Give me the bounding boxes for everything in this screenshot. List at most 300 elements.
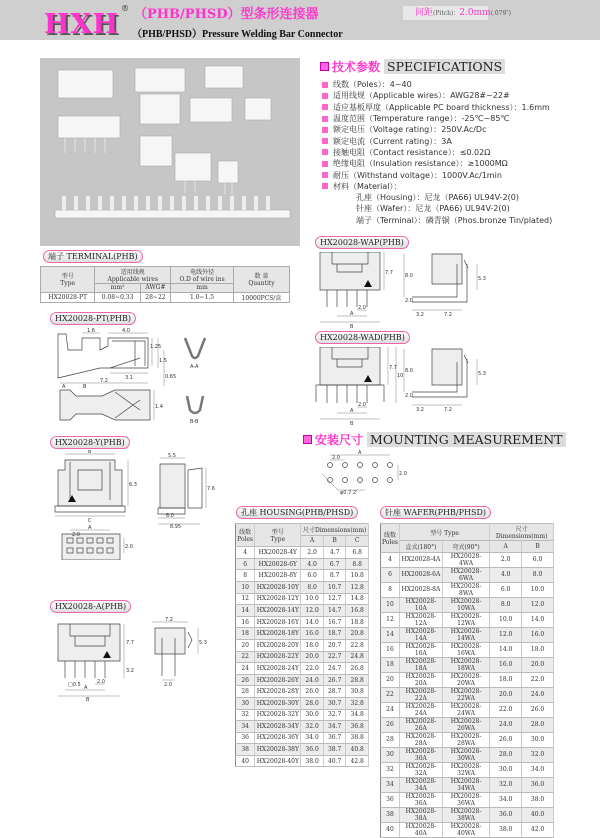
cell: HX20028-12A [399, 612, 442, 627]
cell: 32.7 [323, 709, 346, 721]
cell: 16.0 [301, 628, 324, 640]
cell: 8.0 [522, 567, 554, 582]
cell: HX20028-34Y [255, 721, 301, 733]
table-row [381, 642, 554, 657]
cell: 4.0 [490, 567, 522, 582]
cell: 30.8 [346, 686, 369, 698]
cell: 14.0 [301, 616, 324, 628]
cell: HX20028-28A [399, 732, 442, 747]
dim-label: 2.0 [405, 298, 413, 304]
cell: 12 [381, 612, 400, 627]
housing-drawing [40, 450, 240, 560]
cell: 12.0 [301, 605, 324, 617]
section-marker: B [83, 384, 87, 390]
section-label: A-A [190, 364, 199, 370]
wafer-wap-drawing [312, 252, 512, 330]
table-row [236, 744, 369, 756]
cell: 28~22 [140, 292, 170, 302]
spec-item [322, 113, 552, 124]
cell: 32.0 [490, 777, 522, 792]
dim-label: 2.0 [358, 402, 366, 408]
cell: 34.7 [323, 721, 346, 733]
registered-mark: ® [121, 4, 129, 13]
dim-label: 8.0 [405, 368, 413, 374]
cell: 6 [381, 567, 400, 582]
table-row [381, 807, 554, 822]
cell: HX20028-26A [399, 717, 442, 732]
h-type: 型号 Type [399, 524, 489, 541]
cell: HX20028-10Y [255, 581, 301, 593]
cell: HX20028-24A [399, 702, 442, 717]
h-poles-en: Poles [382, 538, 398, 546]
cell: 36.7 [323, 732, 346, 744]
cell: 30 [381, 747, 400, 762]
cell: 22.0 [301, 663, 324, 675]
dim-label: 7.6 [207, 486, 215, 492]
cell: 10000PCS/盒 [234, 292, 290, 302]
cell: 26 [381, 717, 400, 732]
cell: 36.8 [346, 721, 369, 733]
cell: 26 [236, 674, 255, 686]
cell: 26.7 [323, 674, 346, 686]
dim-label: 3.2 [416, 312, 424, 318]
cell: 40.8 [346, 744, 369, 756]
th-poles [236, 524, 255, 547]
cell: HX20028-8Y [255, 570, 301, 582]
cell: HX20028-40Y [255, 755, 301, 767]
dim-label: 10 [397, 373, 404, 379]
cell: HX20028-14Y [255, 605, 301, 617]
cell: 40.0 [522, 807, 554, 822]
cell: 20.0 [490, 687, 522, 702]
cell: 16.0 [522, 627, 554, 642]
cell: 30 [236, 697, 255, 709]
cell: 40.7 [323, 755, 346, 767]
dim-label: A [350, 408, 354, 414]
dim-label: 5.3 [478, 276, 486, 282]
cell: 22.0 [490, 702, 522, 717]
cell: 4 [381, 552, 400, 567]
dim-label: 6.3 [129, 482, 137, 488]
cell: 8.0 [490, 597, 522, 612]
cell: 38.0 [301, 755, 324, 767]
dim-label: 2.0 [72, 532, 80, 538]
cell: 28 [381, 732, 400, 747]
cell: 10.0 [490, 612, 522, 627]
table-row [381, 792, 554, 807]
table-row [381, 672, 554, 687]
square-bullet-icon [322, 104, 328, 110]
dim-label: 3.2 [416, 407, 424, 413]
table-row [381, 717, 554, 732]
cell: 8.0 [301, 581, 324, 593]
cell: 16.0 [490, 657, 522, 672]
h-poles: 线数 [383, 531, 396, 539]
cell: 16 [236, 616, 255, 628]
table-row [381, 762, 554, 777]
dim-label: 2.0 [405, 393, 413, 399]
cell: 16 [381, 642, 400, 657]
spec-text: 额定电流（Current rating）：3A [333, 136, 452, 146]
cell: 18.0 [522, 642, 554, 657]
cell: 32 [381, 762, 400, 777]
cell: 6.8 [346, 547, 369, 559]
cell: HX20028-20WA [442, 672, 489, 687]
cell: 38.8 [346, 732, 369, 744]
cell: 28.7 [323, 686, 346, 698]
table-row [381, 747, 554, 762]
h-col: A [301, 535, 324, 547]
cell: HX20028-32A [399, 762, 442, 777]
cell: 22.0 [522, 672, 554, 687]
dim-label: □0.5 [68, 682, 81, 688]
cell: HX20028-10WA [442, 597, 489, 612]
cell: 12.0 [490, 627, 522, 642]
th-poles [381, 524, 400, 553]
table-row [381, 597, 554, 612]
table-row [381, 657, 554, 672]
h-dim: 尺寸Dimensions(mm) [490, 524, 554, 541]
table-row [236, 616, 369, 628]
cell: HX20028-36Y [255, 732, 301, 744]
cell: HX20028-38WA [442, 807, 489, 822]
h-od: 电线外径 [190, 269, 215, 276]
terminal-label: 端子 TERMINAL(PHB) [43, 250, 143, 263]
wafer-wad-drawing [312, 347, 512, 425]
cell: 26.8 [346, 663, 369, 675]
table-row [236, 732, 369, 744]
cell: 10.0 [301, 593, 324, 605]
cell: 10.7 [323, 581, 346, 593]
cell: HX20028-8WA [442, 582, 489, 597]
cell: 34.0 [522, 762, 554, 777]
pitch-inch: (.079″) [490, 10, 511, 17]
connector-photo-image [40, 58, 300, 246]
cell: 14 [236, 605, 255, 617]
h-wires-en: Applicable wires [107, 276, 159, 283]
dim-label: 1.6 [87, 328, 95, 334]
cell: HX20028-18WA [442, 657, 489, 672]
spec-text: 温度范围（Temperature range）：-25℃~85℃ [333, 114, 510, 124]
square-bullet-icon [322, 138, 328, 144]
mounting-heading [303, 431, 566, 448]
cell: 24.0 [522, 687, 554, 702]
cell: 40 [236, 755, 255, 767]
h-col: B [522, 541, 554, 553]
h-col: A [490, 541, 522, 553]
cell: HX20028-16A [399, 642, 442, 657]
section-marker: A [62, 384, 66, 390]
cell: HX20028-24WA [442, 702, 489, 717]
table-row [236, 651, 369, 663]
cell: HX20028-14WA [442, 627, 489, 642]
table-row [381, 822, 554, 837]
cell: 0.08~0.33 [95, 292, 140, 302]
table-row [236, 547, 369, 559]
table-row [236, 558, 369, 570]
cell: HX20028-28WA [442, 732, 489, 747]
cell: 1.0~1.5 [171, 292, 234, 302]
h-type: 型号 [61, 273, 74, 281]
cell: 12.7 [323, 593, 346, 605]
logo: HXH [44, 9, 119, 40]
spec-item [322, 90, 552, 101]
section-label: B-B [190, 419, 199, 425]
cell: 28.0 [490, 747, 522, 762]
cell: 12.0 [522, 597, 554, 612]
page-subtitle: （PHB/PHSD）Pressure Welding Bar Connector [132, 29, 343, 40]
h-poles-en: Poles [237, 536, 254, 544]
cell: HX20028-32Y [255, 709, 301, 721]
cell: 10.0 [522, 582, 554, 597]
cell: 20 [236, 639, 255, 651]
cell: 30.0 [490, 762, 522, 777]
dim-label: 3.2 [126, 668, 134, 674]
cell: 8 [381, 582, 400, 597]
square-bullet-icon [322, 127, 328, 133]
wafer-straight-drawing [40, 616, 240, 716]
cell: 34.0 [301, 732, 324, 744]
cell: 12.8 [346, 581, 369, 593]
dim-label: 7.2 [165, 617, 173, 623]
cell: 26.0 [522, 702, 554, 717]
cell: 20 [381, 672, 400, 687]
cell: 14 [381, 627, 400, 642]
cell: 36 [381, 792, 400, 807]
cell: 16.8 [346, 605, 369, 617]
table-row [381, 627, 554, 642]
spec-text: 额定电压（Voltage rating）：250V.Ac/Dc [333, 125, 487, 135]
cell: 34.0 [490, 792, 522, 807]
th-type [255, 524, 301, 547]
cell: 42.8 [346, 755, 369, 767]
h-awg: AWG# [140, 284, 170, 293]
h-180: 直式(180°) [399, 541, 442, 553]
cell: HX20028-26Y [255, 674, 301, 686]
dim-label: 7.2 [444, 407, 452, 413]
cell: 6.7 [323, 558, 346, 570]
cell: 26.0 [490, 732, 522, 747]
cell: 32.0 [301, 721, 324, 733]
spec-item [322, 181, 552, 192]
terminal-drawing [40, 328, 240, 428]
pitch-badge [403, 6, 511, 20]
dim-label: 2.0 [332, 455, 340, 461]
dim-label: 5.5 [168, 453, 176, 459]
wap-label: HX20028-WAP(PHB) [315, 236, 409, 249]
cell: HX20028-32WA [442, 762, 489, 777]
dim-label: 1.25 [150, 344, 162, 350]
cell: 20.8 [346, 628, 369, 640]
th-type [41, 267, 95, 293]
table-row [236, 593, 369, 605]
mounting-hole-diagram [320, 450, 420, 500]
dim-label: A [88, 525, 92, 531]
cell: 26.0 [301, 686, 324, 698]
cell: HX20028-36WA [442, 792, 489, 807]
cell: HX20028-4WA [442, 552, 489, 567]
cell: HX20028-16WA [442, 642, 489, 657]
table-row [381, 582, 554, 597]
h-mm2: mm² [95, 284, 140, 293]
specs-list [322, 79, 552, 226]
dim-label: 7.7 [385, 270, 393, 276]
h-wires: 适用线规 [120, 269, 145, 276]
cell: 38.7 [323, 744, 346, 756]
dim-label: 7.2 [444, 312, 452, 318]
specs-title-cn: 技术参数 [332, 60, 381, 74]
page-title: （PHB/PHSD）型条形连接器 [134, 7, 319, 22]
cell: 30.0 [301, 709, 324, 721]
square-bullet-icon [322, 161, 328, 167]
cell: HX20028-20A [399, 672, 442, 687]
cell: 20.0 [522, 657, 554, 672]
cell: 2.0 [301, 547, 324, 559]
cell: 28.8 [346, 674, 369, 686]
cell: 32 [236, 709, 255, 721]
h-col: C [346, 535, 369, 547]
h-dim: 尺寸Dimensions(mm) [301, 524, 369, 536]
table-row [236, 581, 369, 593]
wafer-table [380, 523, 554, 838]
dim-label: 2.0 [97, 679, 105, 685]
square-bullet-icon [322, 172, 328, 178]
cell: HX20028-22WA [442, 687, 489, 702]
table-row [381, 702, 554, 717]
wafer-label: 针座 WAFER(PHB/PHSD) [380, 506, 491, 519]
cell: 8.7 [323, 570, 346, 582]
cell: 18.0 [490, 672, 522, 687]
cell: HX20028-12WA [442, 612, 489, 627]
square-bullet-icon [322, 116, 328, 122]
cell: 4.7 [323, 547, 346, 559]
cell: HX20028-6WA [442, 567, 489, 582]
cell: 24.0 [490, 717, 522, 732]
square-bullet-icon [303, 435, 312, 444]
dim-label: 3.1 [125, 375, 133, 381]
cell: HX20028-14A [399, 627, 442, 642]
dim-label: 8.95 [170, 524, 182, 530]
cell: 14.7 [323, 605, 346, 617]
cell: HX20028-18A [399, 657, 442, 672]
dim-label: 1.4 [155, 404, 163, 410]
h-type-en: Type [60, 280, 76, 288]
spec-text: 线数（Poles）：4~40 [333, 80, 412, 90]
cell: 24.7 [323, 663, 346, 675]
cell: 30.7 [323, 697, 346, 709]
table-row [236, 639, 369, 651]
cell: HX20028-10A [399, 597, 442, 612]
cell: HX20028-30A [399, 747, 442, 762]
cell: 10.8 [346, 570, 369, 582]
dim-label: A [84, 685, 88, 691]
material-item: 针座（Wafer）：尼龙（PA66) UL94V-2(0) [356, 204, 510, 214]
cell: 38.0 [522, 792, 554, 807]
y-label: HX20028-Y(PHB) [50, 436, 130, 449]
cell: 24 [381, 702, 400, 717]
cell: 34 [381, 777, 400, 792]
cell: 16.7 [323, 616, 346, 628]
cell: 28.0 [301, 697, 324, 709]
dim-label: 2.0 [358, 305, 366, 311]
spec-item [322, 79, 552, 90]
cell: HX20028-22Y [255, 651, 301, 663]
cell: 24.0 [301, 674, 324, 686]
cell: HX20028-4Y [255, 547, 301, 559]
cell: 38 [236, 744, 255, 756]
dim-label: B [86, 697, 90, 703]
table-row [381, 732, 554, 747]
dim-label: 7.7 [126, 640, 134, 646]
cell: HX20028-36A [399, 792, 442, 807]
cell: 18 [236, 628, 255, 640]
cell: 42.0 [522, 822, 554, 837]
pt-label: HX20028-PT(PHB) [50, 312, 136, 325]
h-type: 型号 [271, 529, 284, 537]
h-qty-en: Quantity [248, 280, 275, 288]
specs-title-en: SPECIFICATIONS [384, 59, 505, 74]
cell: 2.0 [490, 552, 522, 567]
cell: 22.8 [346, 639, 369, 651]
dim-label: B [350, 324, 354, 330]
table-row [236, 686, 369, 698]
table-row [236, 570, 369, 582]
spec-text: 接触电阻（Contact resistance）：≤0.02Ω [333, 147, 491, 157]
cell: 24 [236, 663, 255, 675]
h-col: B [323, 535, 346, 547]
cell: 28.0 [522, 717, 554, 732]
cell: 14.0 [522, 612, 554, 627]
table-row [236, 663, 369, 675]
cell: HX20028-26WA [442, 717, 489, 732]
cell: 14.0 [490, 642, 522, 657]
cell: HX20028-40WA [442, 822, 489, 837]
product-photo [40, 58, 300, 246]
cell: 34 [236, 721, 255, 733]
cell: 12 [236, 593, 255, 605]
cell: 20.0 [301, 651, 324, 663]
cell: 22 [381, 687, 400, 702]
h-90: 弯式(90°) [442, 541, 489, 553]
cell: HX20028-30WA [442, 747, 489, 762]
cell: 22.7 [323, 651, 346, 663]
h-mm: mm [171, 284, 234, 293]
cell: HX20028-PT [41, 292, 95, 302]
mounting-title-en: MOUNTING MEASUREMENT [367, 432, 565, 447]
square-bullet-icon [322, 93, 328, 99]
cell: HX20028-8A [399, 582, 442, 597]
table-row [236, 605, 369, 617]
spec-text: 耐压（Withstand voltage）：1000V.Ac/1min [333, 170, 502, 180]
dim-label: 2.0 [125, 544, 133, 550]
cell: 28 [236, 686, 255, 698]
cell: 6 [236, 558, 255, 570]
table-row [236, 628, 369, 640]
dim-label: B [350, 421, 354, 425]
dim-label: 2.0 [164, 682, 172, 688]
cell: 14.8 [346, 593, 369, 605]
cell: 36 [236, 732, 255, 744]
cell: 6.0 [301, 570, 324, 582]
square-bullet-icon [322, 82, 328, 88]
terminal-table [40, 266, 290, 303]
cell: 18.0 [301, 639, 324, 651]
th-qty [234, 267, 290, 293]
cell: 10 [381, 597, 400, 612]
spec-text: 适用线规（Applicable wires）：AWG28#~22# [333, 91, 510, 101]
table-row [41, 292, 290, 302]
cell: 18.7 [323, 628, 346, 640]
